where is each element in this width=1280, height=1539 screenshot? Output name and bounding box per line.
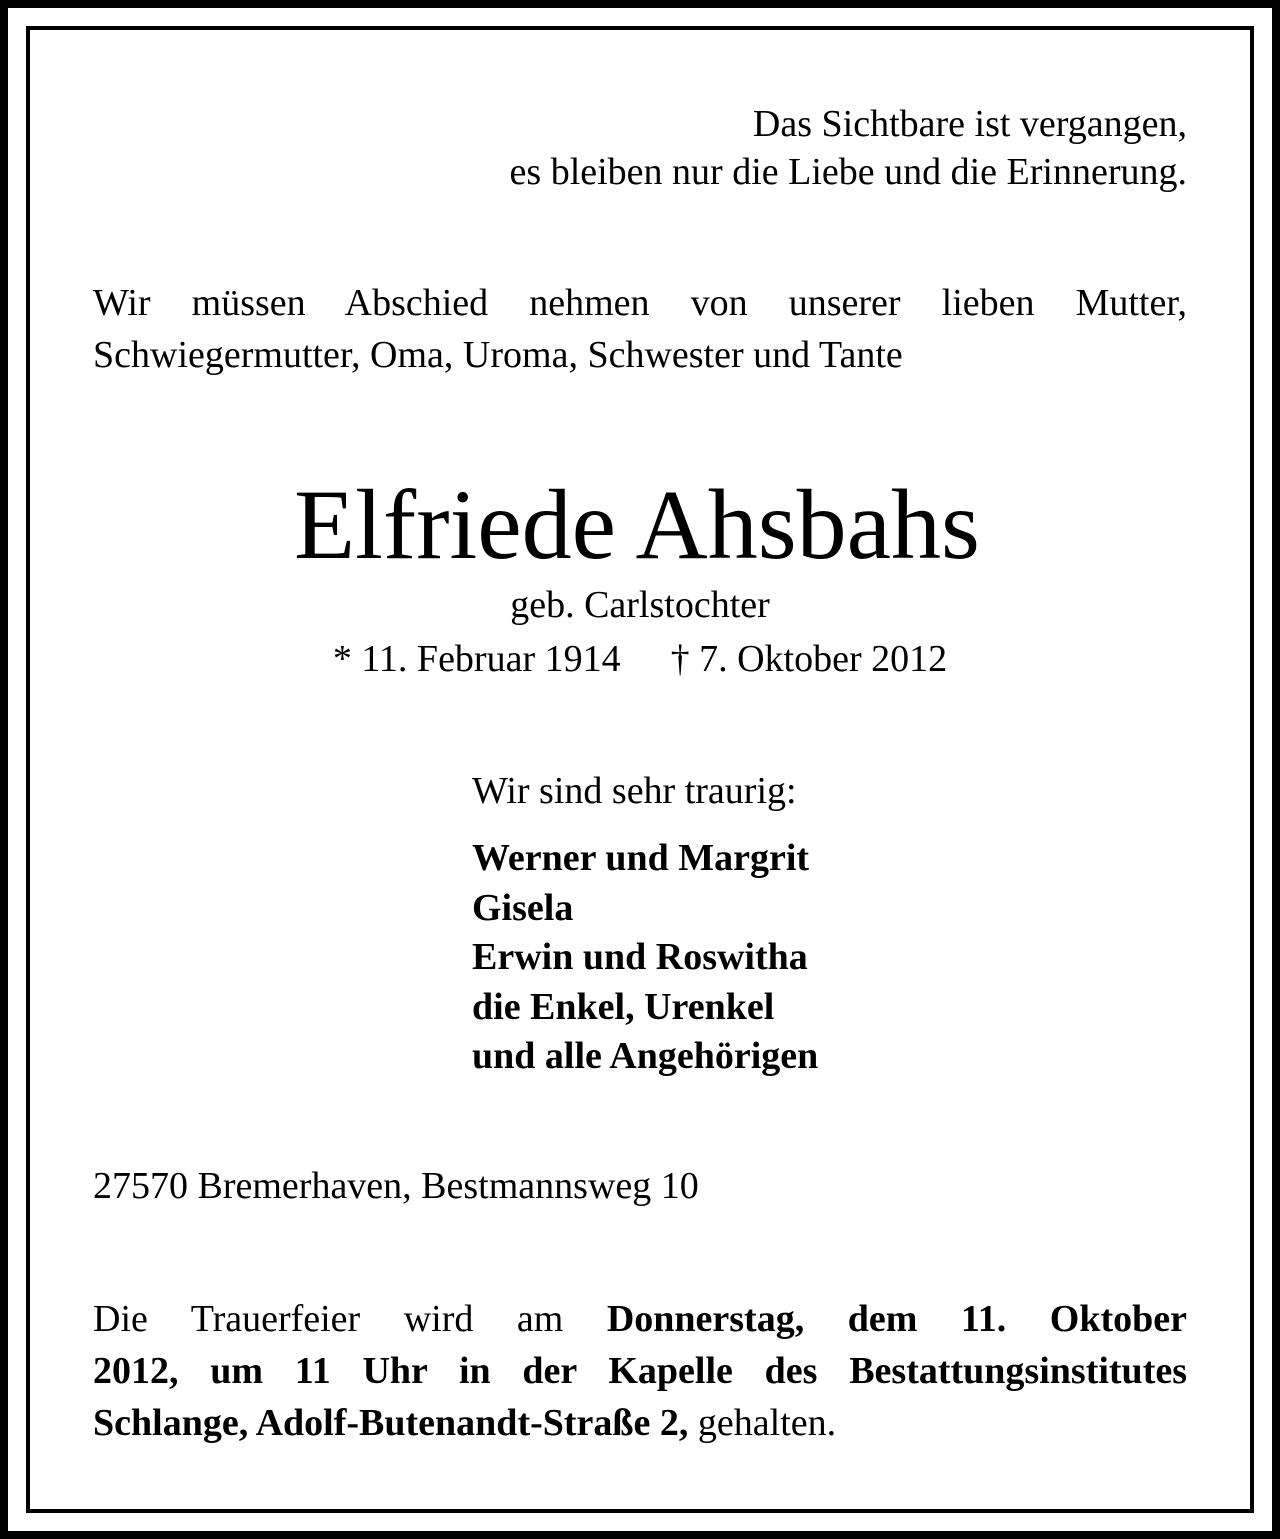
intro-line-2: Schwiegermutter, Oma, Uroma, Schwester und Tante — [93, 334, 903, 376]
service-closing-text: gehalten. — [688, 1402, 837, 1444]
mourner-name: Erwin und Roswitha — [472, 936, 808, 978]
death-date: † 7. Oktober 2012 — [670, 638, 948, 680]
life-dates — [0, 636, 1280, 682]
motto-line-1: Das Sichtbare ist vergangen, — [752, 103, 1187, 145]
address: 27570 Bremerhaven, Bestmannsweg 10 — [93, 1165, 699, 1207]
mourner-name: Werner und Margrit — [472, 837, 810, 879]
intro-line-1: Wir müssen Abschied nehmen von unserer lieben Mutter, — [93, 282, 1187, 324]
mourner-name: die Enkel, Urenkel — [472, 985, 775, 1028]
deceased-name: Elfriede Ahsbahs — [294, 469, 980, 580]
mourner-name: und alle Angehörigen — [472, 1035, 819, 1077]
mourners-list — [472, 834, 818, 1082]
motto — [510, 100, 1187, 196]
service-date: Donnerstag, dem 11. Oktober — [606, 1298, 1187, 1340]
service-line-1 — [93, 1293, 1187, 1345]
service-line-2: 2012, um 11 Uhr in der Kapelle des Bestattungsinstitutes — [93, 1350, 1187, 1392]
mourners-intro: Wir sind sehr traurig: — [472, 770, 797, 812]
service-line-3 — [93, 1397, 1187, 1449]
funeral-service-notice — [93, 1293, 1187, 1449]
birth-date: * 11. Februar 1914 — [332, 638, 621, 680]
service-intro-text: Die Trauerfeier wird am — [93, 1298, 607, 1340]
intro-text — [93, 277, 1187, 381]
motto-line-2: es bleiben nur die Liebe und die Erinnerung. — [509, 151, 1187, 193]
service-location: Schlange, Adolf-Butenandt-Straße 2, — [93, 1402, 689, 1444]
mourner-name: Gisela — [472, 886, 574, 929]
maiden-name: geb. Carlstochter — [510, 584, 770, 626]
